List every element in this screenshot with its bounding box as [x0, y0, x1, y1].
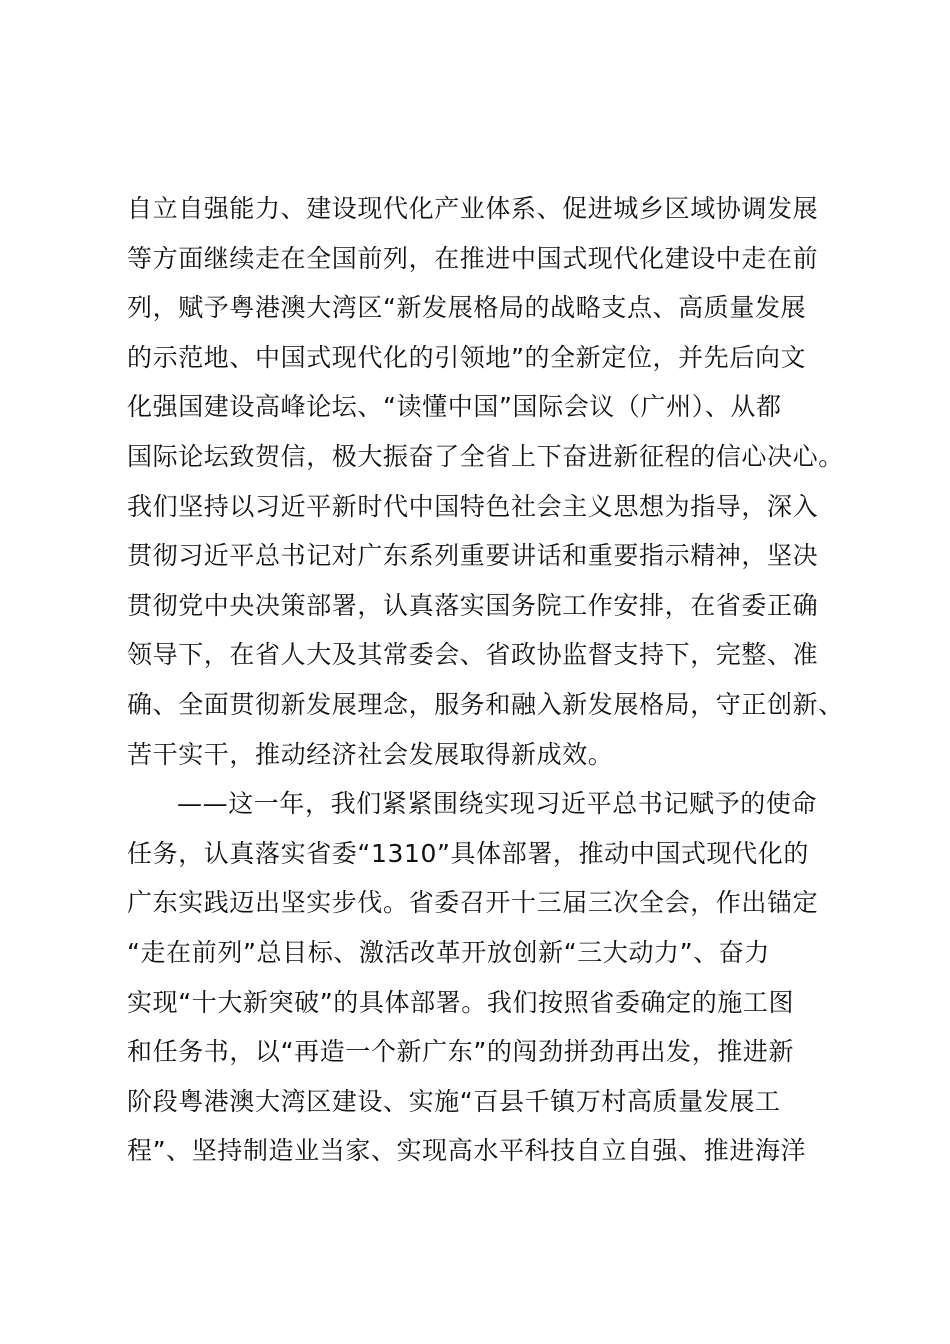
text-line: 和任务书，以“再造一个新广东”的闯劲拼劲再出发，推进新 [127, 1037, 795, 1067]
text-line: 列，赋予粤港澳大湾区“新发展格局的战略支点、高质量发展 [127, 293, 807, 323]
text-line: 等方面继续走在全国前列，在推进中国式现代化建设中走在前 [127, 243, 819, 273]
text-line: 苦干实干，推动经济社会发展取得新成效。 [127, 739, 614, 769]
text-line: 自立自强能力、建设现代化产业体系、促进城乡区域协调发展 [127, 194, 819, 223]
text-line: 贯彻习近平总书记对广东系列重要讲话和重要指示精神，坚决 [127, 541, 819, 571]
text-line: 确、全面贯彻新发展理念，服务和融入新发展格局，守正创新、 [127, 689, 844, 719]
paragraph-first-line: ——这一年，我们紧紧围绕实现习近平总书记赋予的使命 [177, 789, 818, 819]
text-line: 的示范地、中国式现代化的引领地”的全新定位，并先后向文 [127, 342, 807, 372]
text-line: 领导下，在省人大及其常委会、省政协监督支持下，完整、准 [127, 640, 819, 670]
text-line: 阶段粤港澳大湾区建设、实施“百县千镇万村高质量发展工 [127, 1086, 781, 1116]
text-line: 化强国建设高峰论坛、“读懂中国”国际会议（广州）、从都 [127, 392, 782, 422]
text-line: 我们坚持以习近平新时代中国特色社会主义思想为指导，深入 [127, 491, 819, 521]
text-line: 贯彻党中央决策部署，认真落实国务院工作安排，在省委正确 [127, 590, 819, 620]
text-line: 国际论坛致贺信，极大振奋了全省上下奋进新征程的信心决心。 [127, 441, 844, 471]
text-line: 广东实践迈出坚实步伐。省委召开十三届三次全会，作出锚定 [127, 888, 819, 918]
text-line: 实现“十大新突破”的具体部署。我们按照省委确定的施工图 [127, 987, 795, 1017]
text-line: “走在前列”总目标、激活改革开放创新“三大动力”、奋力 [127, 937, 771, 967]
body-text [127, 184, 847, 1176]
text-line: 任务，认真落实省委“1310”具体部署，推动中国式现代化的 [127, 838, 809, 868]
text-line: 程”、坚持制造业当家、实现高水平科技自立自强、推进海洋 [127, 1136, 807, 1166]
